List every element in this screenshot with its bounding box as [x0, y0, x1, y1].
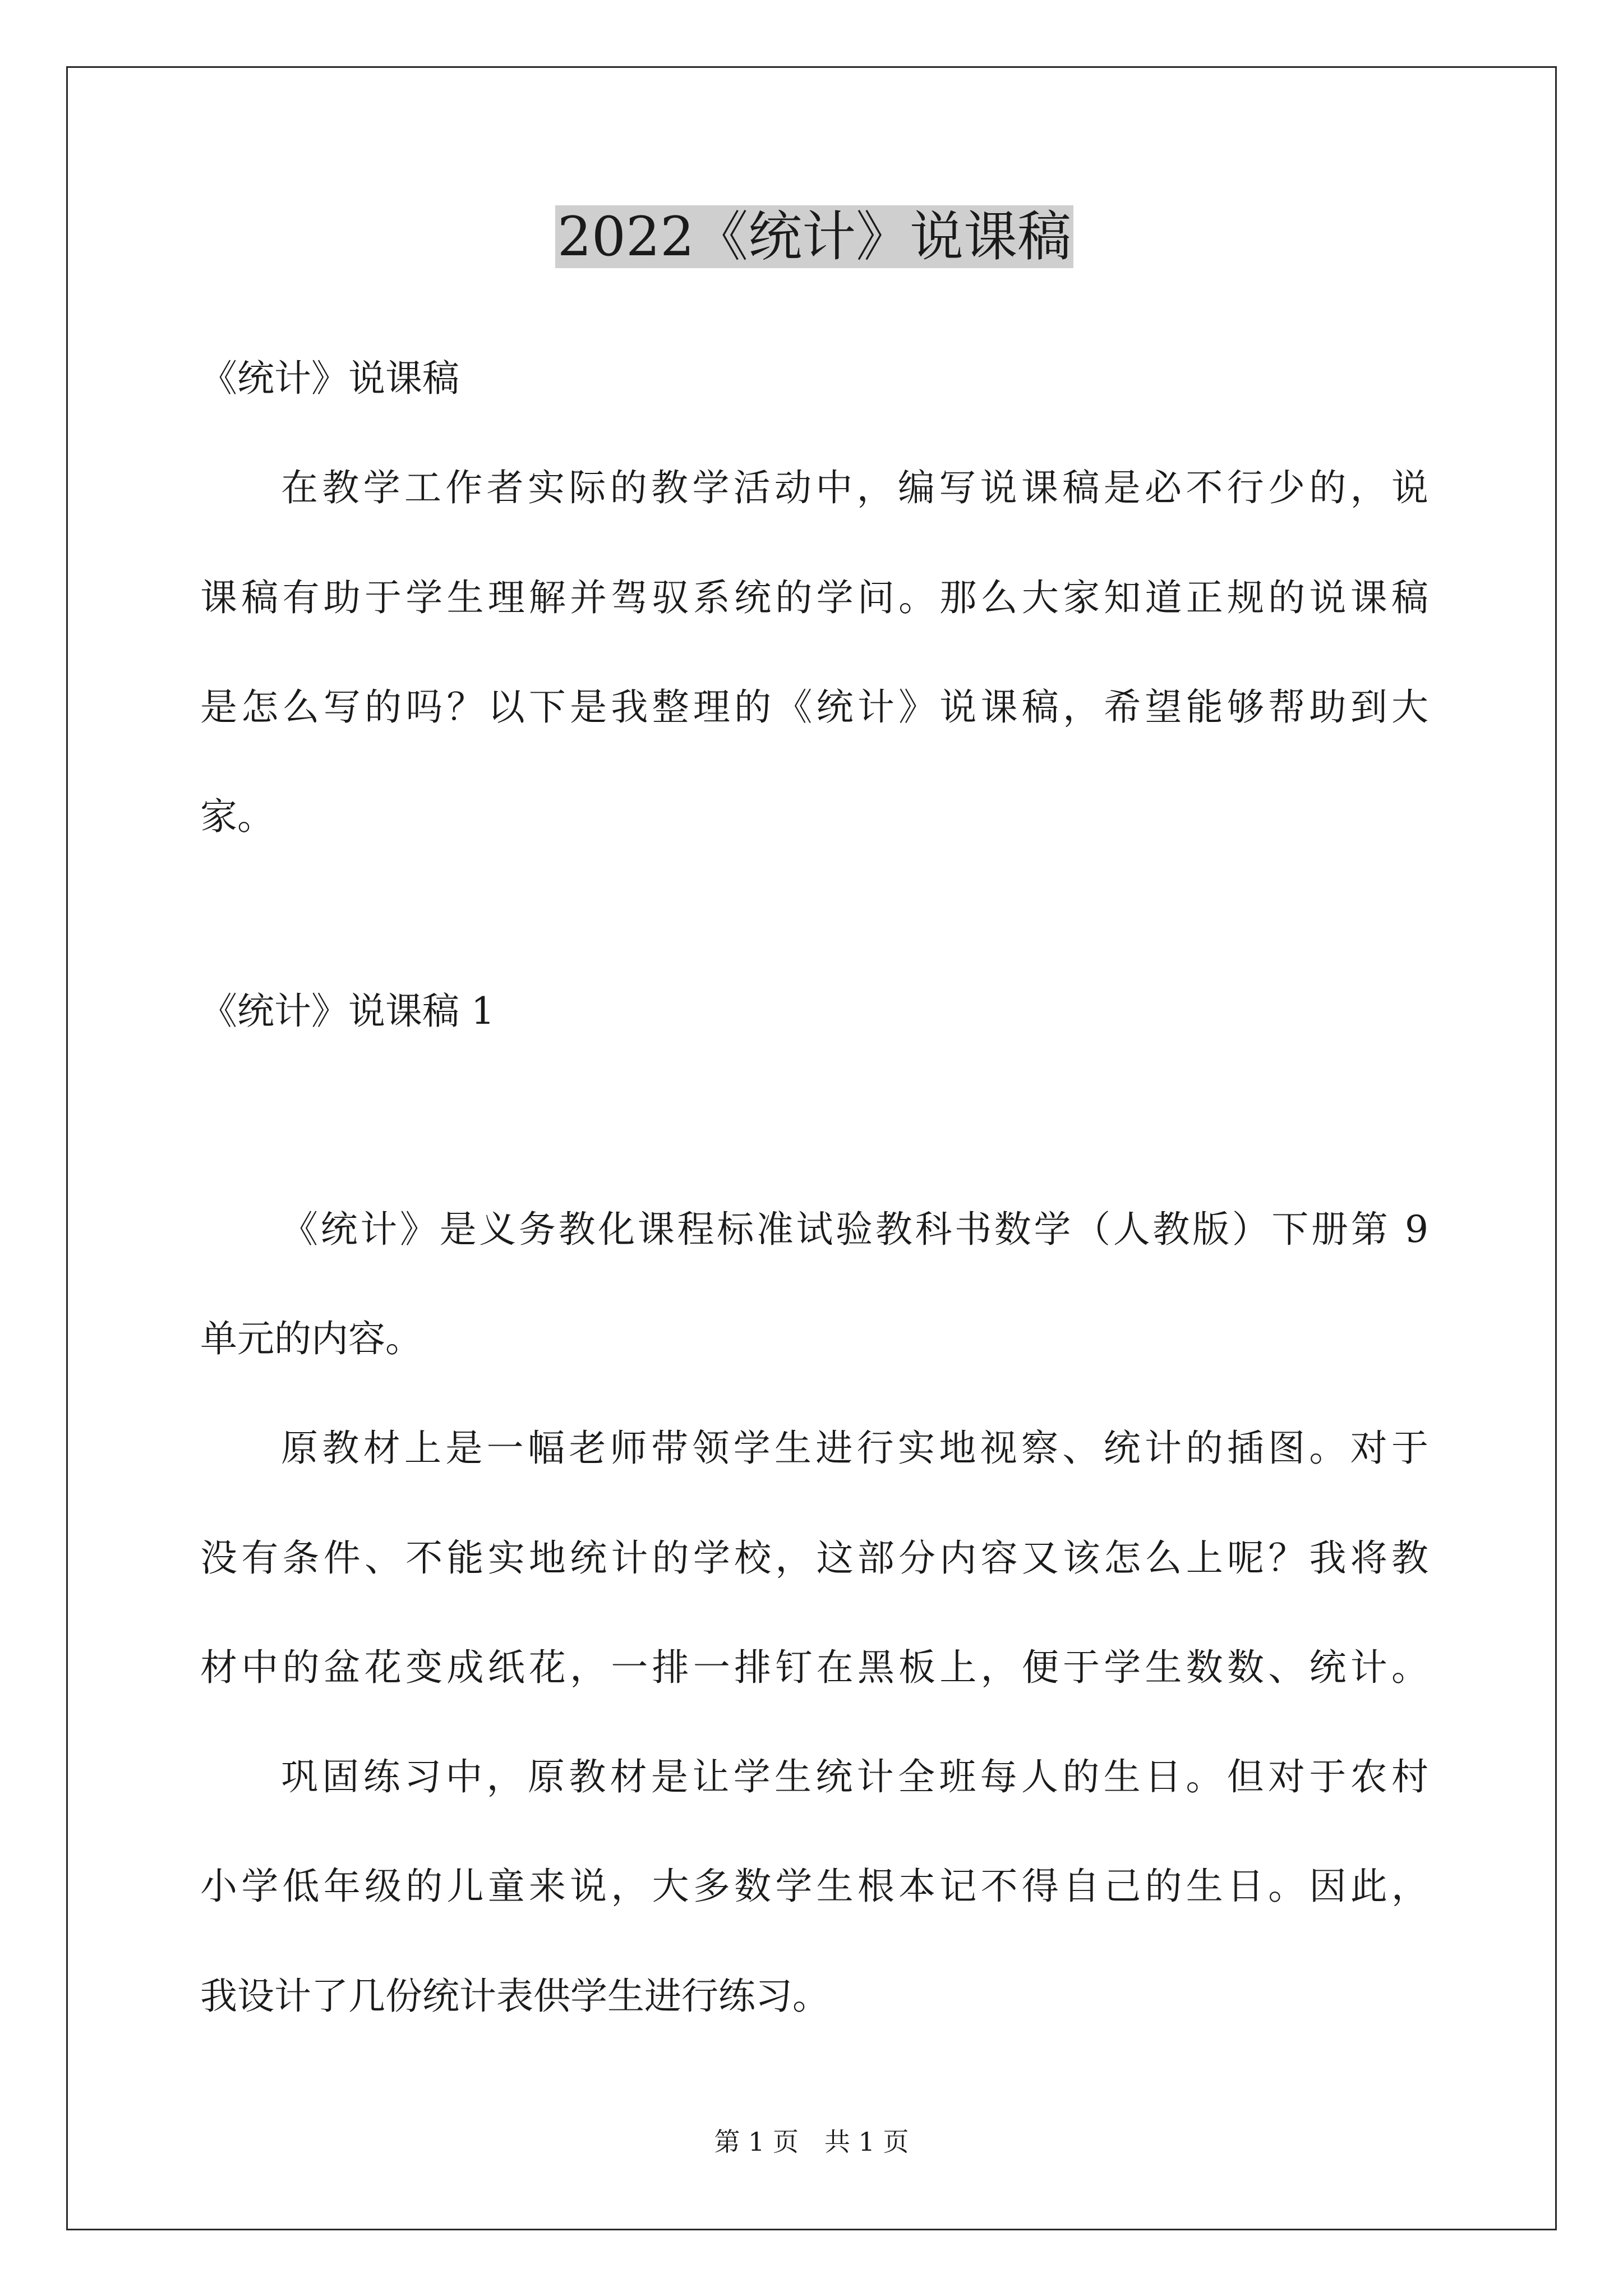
document-subtitle: 《统计》说课稿 — [200, 357, 459, 400]
paragraph-line: 原教材上是一幅老师带领学生进行实地视察、统计的插图。对于 — [281, 1427, 1428, 1470]
paragraph-line: 材中的盆花变成纸花，一排一排钉在黑板上，便于学生数数、统计。 — [200, 1646, 1428, 1689]
intro-line: 在教学工作者实际的教学活动中，编写说课稿是必不行少的，说 — [281, 466, 1428, 509]
paragraph-line: 小学低年级的儿童来说，大多数学生根本记不得自己的生日。因此， — [200, 1865, 1428, 1908]
intro-line: 课稿有助于学生理解并驾驭系统的学问。那么大家知道正规的说课稿 — [200, 576, 1428, 619]
page-number: 第 1 页 共 1 页 — [714, 2127, 909, 2157]
document-title — [200, 197, 1428, 276]
title-text: 2022《统计》说课稿 — [555, 205, 1073, 268]
paragraph-line: 没有条件、不能实地统计的学校，这部分内容又该怎么上呢？我将教 — [200, 1536, 1428, 1580]
paragraph-line: 单元的内容。 — [200, 1317, 422, 1360]
intro-line: 是怎么写的吗？以下是我整理的《统计》说课稿，希望能够帮助到大 — [200, 685, 1428, 729]
section-heading: 《统计》说课稿 1 — [200, 990, 495, 1033]
paragraph-line: 《统计》是义务教化课程标准试验教科书数学（人教版）下册第 9 — [281, 1208, 1428, 1251]
intro-line: 家。 — [200, 795, 274, 838]
paragraph-line: 巩固练习中，原教材是让学生统计全班每人的生日。但对于农村 — [281, 1755, 1428, 1798]
paragraph-line: 我设计了几份统计表供学生进行练习。 — [200, 1975, 829, 2018]
